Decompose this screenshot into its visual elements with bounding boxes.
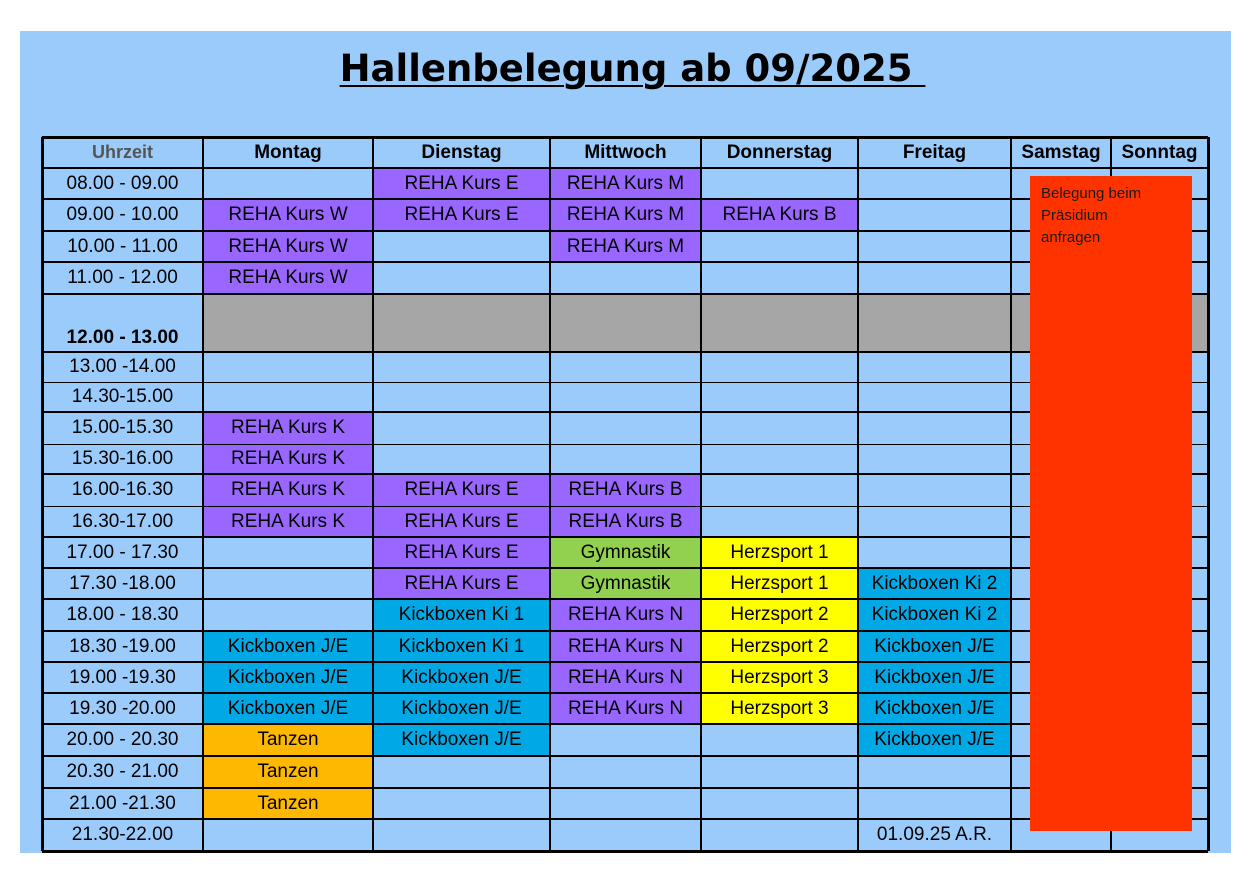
time-slot: 09.00 - 10.00 [66,204,179,225]
time-slot: 17.30 -18.00 [69,572,176,594]
time-slot: 10.00 - 11.00 [67,235,178,257]
page-title: Hallenbelegung ab 09/2025 [339,47,926,90]
weekend-note-text: Belegung beim Präsidium anfragen [1041,185,1142,246]
course-cell: REHA Kurs M [550,199,701,231]
course-cell: REHA Kurs K [203,506,373,537]
course-cell: Kickboxen J/E [373,662,550,693]
grid-line [42,136,1208,139]
time-slot: 18.00 - 18.30 [66,604,179,625]
grid-line [700,137,702,851]
course-cell: REHA Kurs B [550,474,701,506]
time-slot: 20.30 - 21.00 [66,761,179,782]
course-cell: REHA Kurs M [550,168,701,199]
header-donnerstag: Donnerstag [726,141,833,163]
course-cell: REHA Kurs E [373,474,550,506]
header-mittwoch: Mittwoch [584,141,667,163]
footer-note: 01.09.25 A.R. [876,824,993,845]
course-cell: Herzsport 2 [701,599,858,631]
grid-line [1010,137,1012,851]
time-slot: 19.30 -20.00 [69,697,176,719]
course-cell: Kickboxen J/E [203,693,373,724]
time-slot: 08.00 - 09.00 [66,172,179,194]
course-cell: REHA Kurs M [550,231,701,262]
course-cell: Herzsport 1 [701,537,858,568]
grid-line [372,137,374,851]
course-cell: Kickboxen J/E [373,693,550,724]
course-cell: REHA Kurs E [373,537,550,568]
course-cell: REHA Kurs N [550,631,701,662]
header-samstag: Samstag [1021,141,1101,163]
weekend-booking-notice [1030,176,1192,831]
time-slot: 16.00-16.30 [71,479,174,500]
course-cell: REHA Kurs N [550,662,701,693]
course-cell: Kickboxen Ki 1 [373,599,550,631]
time-slot: 17.00 - 17.30 [66,541,179,563]
time-slot: 14.30-15.00 [71,386,174,407]
course-cell: Herzsport 3 [701,662,858,693]
course-cell: Herzsport 1 [701,568,858,599]
course-cell: Gymnastik [550,568,701,599]
course-cell: REHA Kurs N [550,599,701,631]
course-cell: REHA Kurs E [373,168,550,199]
course-cell: Tanzen [203,756,373,788]
course-cell: REHA Kurs K [203,412,373,444]
time-slot: 13.00 -14.00 [69,356,176,377]
course-cell: REHA Kurs W [203,199,373,231]
time-slot: 15.30-16.00 [71,448,174,469]
course-cell: REHA Kurs E [373,506,550,537]
time-slot: 15.00-15.30 [71,417,174,438]
grid-line [857,137,859,851]
course-cell: Kickboxen J/E [858,662,1011,693]
time-slot: 18.30 -19.00 [69,635,176,657]
course-cell: REHA Kurs K [203,474,373,506]
grid-line [42,167,1208,169]
course-cell: Kickboxen J/E [858,693,1011,724]
course-cell: Herzsport 2 [701,631,858,662]
course-cell: REHA Kurs E [373,199,550,231]
time-slot: 21.30-22.00 [71,824,174,845]
course-cell: REHA Kurs B [550,506,701,537]
header-dienstag: Dienstag [421,141,502,163]
course-cell: REHA Kurs N [550,693,701,724]
grid-line [42,850,1208,853]
course-cell: Kickboxen Ki 2 [858,568,1011,599]
course-cell: Kickboxen Ki 1 [373,631,550,662]
course-cell: Herzsport 3 [701,693,858,724]
grid-line [202,137,204,851]
time-slot: 21.00 -21.30 [69,792,176,814]
time-slot: 12.00 - 13.00 [66,327,179,348]
course-cell: Tanzen [203,788,373,819]
course-cell: REHA Kurs B [701,199,858,231]
header-sonntag: Sonntag [1121,141,1198,163]
grid-line [1207,137,1210,851]
course-cell: Kickboxen Ki 2 [858,599,1011,631]
course-cell: REHA Kurs K [203,444,373,474]
time-slot: 16.30-17.00 [71,510,174,532]
course-cell: Kickboxen J/E [858,631,1011,662]
grid-line [549,137,551,851]
course-cell: REHA Kurs W [203,262,373,294]
course-cell: REHA Kurs E [373,568,550,599]
course-cell: Tanzen [203,724,373,756]
header-montag: Montag [254,141,322,163]
time-slot: 20.00 - 20.30 [66,729,179,750]
course-cell: REHA Kurs W [203,231,373,262]
header-freitag: Freitag [902,141,967,163]
time-slot: 11.00 - 12.00 [67,267,178,288]
course-cell: Gymnastik [550,537,701,568]
grid-line [41,137,44,851]
time-slot: 19.00 -19.30 [69,666,176,688]
course-cell: Kickboxen J/E [203,662,373,693]
course-cell: Kickboxen J/E [373,724,550,756]
course-cell: Kickboxen J/E [858,724,1011,756]
course-cell: Kickboxen J/E [203,631,373,662]
header-uhrzeit: Uhrzeit [91,142,153,162]
